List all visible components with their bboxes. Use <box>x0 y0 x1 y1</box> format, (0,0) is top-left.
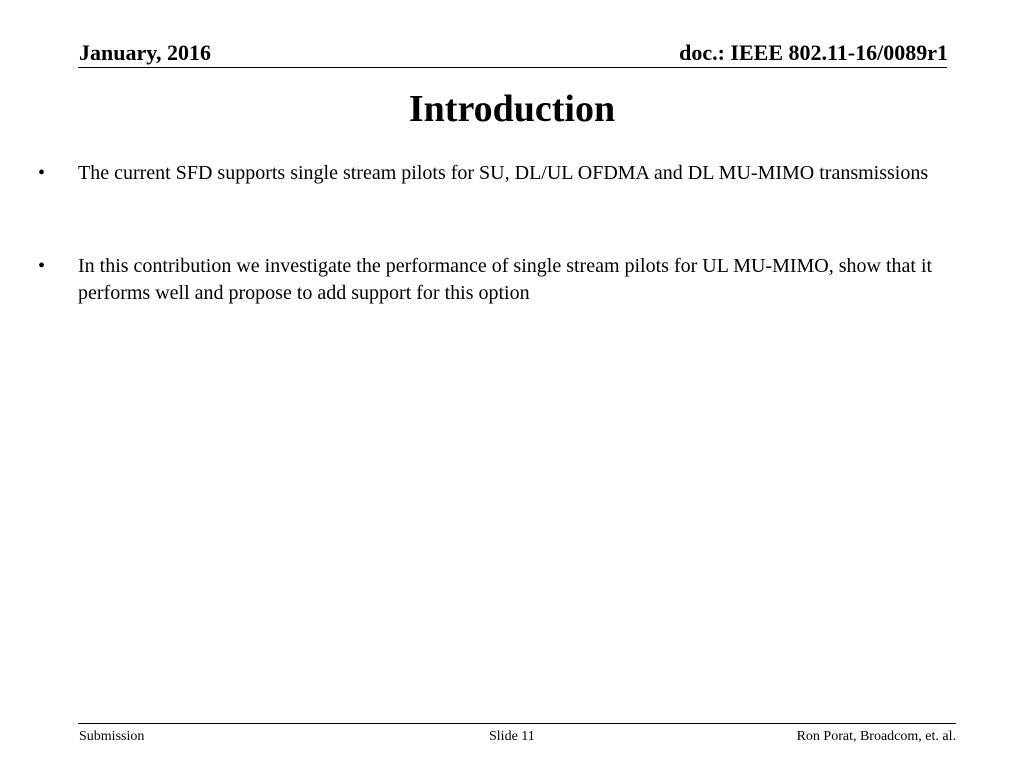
footer-authors: Ron Porat, Broadcom, et. al. <box>796 729 956 744</box>
footer-submission: Submission <box>79 729 145 744</box>
header-date: January, 2016 <box>79 40 212 65</box>
footer-slide-number: Slide 11 <box>489 729 535 744</box>
bullet-marker: • <box>38 162 46 184</box>
header-doc-id: doc.: IEEE 802.11-16/0089r1 <box>679 40 948 65</box>
header-divider <box>78 67 947 68</box>
slide-title: Introduction <box>408 88 616 130</box>
bullet-text: In this contribution we investigate the performance of single stream pilots for UL MU-MIMO, show that it performs well and propose to add support for this option <box>78 255 933 304</box>
bullet-marker: • <box>38 255 46 277</box>
bullet-text: The current SFD supports single stream pilots for SU, DL/UL OFDMA and DL MU-MIMO transmissions <box>78 162 929 184</box>
footer-divider <box>78 723 956 724</box>
